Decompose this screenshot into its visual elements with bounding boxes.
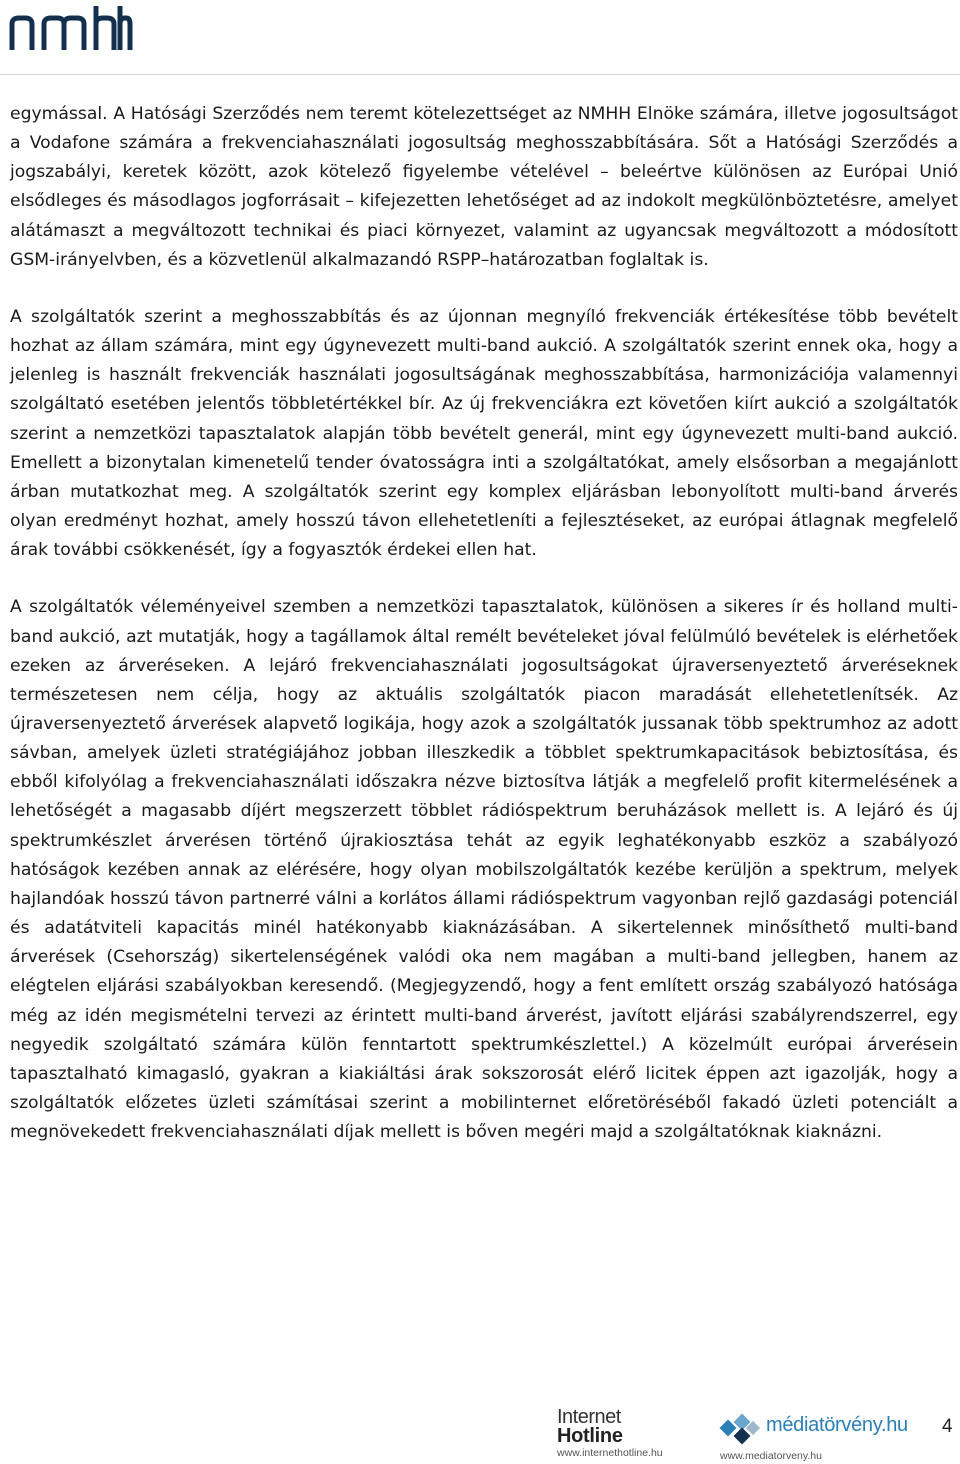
internet-hotline-line2: Hotline [557, 1425, 623, 1447]
internet-hotline-logo[interactable] [557, 1408, 697, 1459]
internet-hotline-line1: Internet [557, 1406, 621, 1428]
paragraph-1: egymással. A Hatósági Szerződés nem teremt kötelezettséget az NMHH Elnöke számára, illetve jogosultságot a Vodafone számára a frekvenciahasználati jogosultság meghosszabbítására. Sőt a Hatósági Szerződés a jogszabályi, keretek között, azok kötelező figyelembe vételével – beleértve különösen az Európai Unió elsődleges és másodlagos jogforrásait – kifejezetten lehetőséget ad az indokolt megkülönböztetésre, amelyet alátámaszt a megváltozott technikai és piaci környezet, valamint az ugyancsak megváltozott a módosított GSM-irányelvben, és a közvetlenül alkalmazandó RSPP–határozatban foglaltak is. [10, 104, 958, 270]
diamond-cluster-icon [718, 1412, 762, 1448]
page-footer [0, 1400, 960, 1464]
header-divider [0, 74, 960, 75]
mediatorveny-url[interactable]: www.mediatorveny.hu [720, 1450, 822, 1462]
paragraph-3: A szolgáltatók véleményeivel szemben a nemzetközi tapasztalatok, különösen a sikeres ír és holland multi-band aukció, azt mutatják, hogy a tagállamok által remélt bevételeket jóval felülmúló bevételek is elérhetőek ezeken az árveréseken. A lejáró frekvenciahasználati jogosultságokat újraversenyeztető árveréseknek természetesen nem célja, hogy az aktuális szolgáltatók piacon maradását ellehetetlenítsék. Az újraversenyeztető árverések alapvető logikája, hogy azok a szolgáltatók jussanak több spektrumhoz az adott sávban, amelyek üzleti stratégiájához jobban illeszkedik a többlet spektrumkapacitások bebiztosítása, és ebből kifolyólag a frekvenciahasználati időszakra nézve biztosítva látják a megfelelő profit kitermelésének a lehetőségét a magasabb díjért megszerzett többlet rádióspektrum beruházások mellett is. A lejáró és új spektrumkészlet árverésen történő újrakiosztása tehát az egyik leghatékonyabb eszköz a szabályozó hatóságok kezében annak az elérésére, hogy olyan mobilszolgáltatók kezébe kerüljön a spektrum, melyek hajlandóak hosszú távon partnerré válni a korlátos állami rádióspektrum vagyonban rejlő gazdasági potenciál és adatátviteli kapacitás minél hatékonyabb kiaknázásában. A sikertelennek minősíthető multi-band árverések (Csehország) sikertelenségének valódi oka nem magában a multi-band jellegben, hanem az elégtelen eljárási szabályokban keresendő. (Megjegyzendő, hogy a fent említett ország szabályozó hatósága még az idén megismételni tervezi az érintett multi-band árverést, javított eljárási szabályrendszerrel, egy negyedik szolgáltató számára külön fenntartott spektrumkészlettel.) A közelmúlt európai árverésein tapasztalható kimagasló, gyakran a kiakiáltási árak sokszorosát elérő licitek éppen azt igazolják, hogy a szolgáltatók előzetes üzleti számításai szerint a mobilinternet előretöréséből fakadó üzleti potenciált a megnövekedett frekvenciahasználati díjak mellett is bőven megéri majd a szolgáltatóknak kiaknázni. [10, 597, 958, 1143]
nmhh-logo-mark [8, 2, 133, 54]
page-number: 4 [942, 1416, 953, 1437]
document-body [10, 100, 958, 1147]
nmhh-logo [8, 2, 133, 58]
paragraph-2: A szolgáltatók szerint a meghosszabbítás és az újonnan megnyíló frekvenciák értékesítése több bevételt hozhat az állam számára, mint egy úgynevezett multi-band aukció. A szolgáltatók szerint ennek oka, hogy a jelenleg is használt frekvenciák használati jogosultságának meghosszabbítása, harmonizációja valamennyi szolgáltató esetében jelentős többletértékkel bír. Az új frekvenciákra ezt követően kiírt aukció a szolgáltatók szerint a nemzetközi tapasztalatok alapján több bevételt generál, mint egy úgynevezett multi-band aukció. Emellett a bizonytalan kimenetelű tender óvatosságra inti a szolgáltatókat, amely elsősorban a megajánlott árban mutatkozhat meg. A szolgáltatók szerint egy komplex eljárásban lebonyolított multi-band árverés olyan eredményt hozhat, amely hosszú távon ellehetetleníti a fejlesztéseket, az európai átlagnak megfelelő árak további csökkenését, így a fogyasztók érdekei ellen hat. [10, 306, 958, 561]
page-header [0, 0, 960, 80]
mediatorveny-name: médiatörvény.hu [766, 1414, 908, 1436]
internet-hotline-url[interactable]: www.internethotline.hu [557, 1447, 663, 1459]
